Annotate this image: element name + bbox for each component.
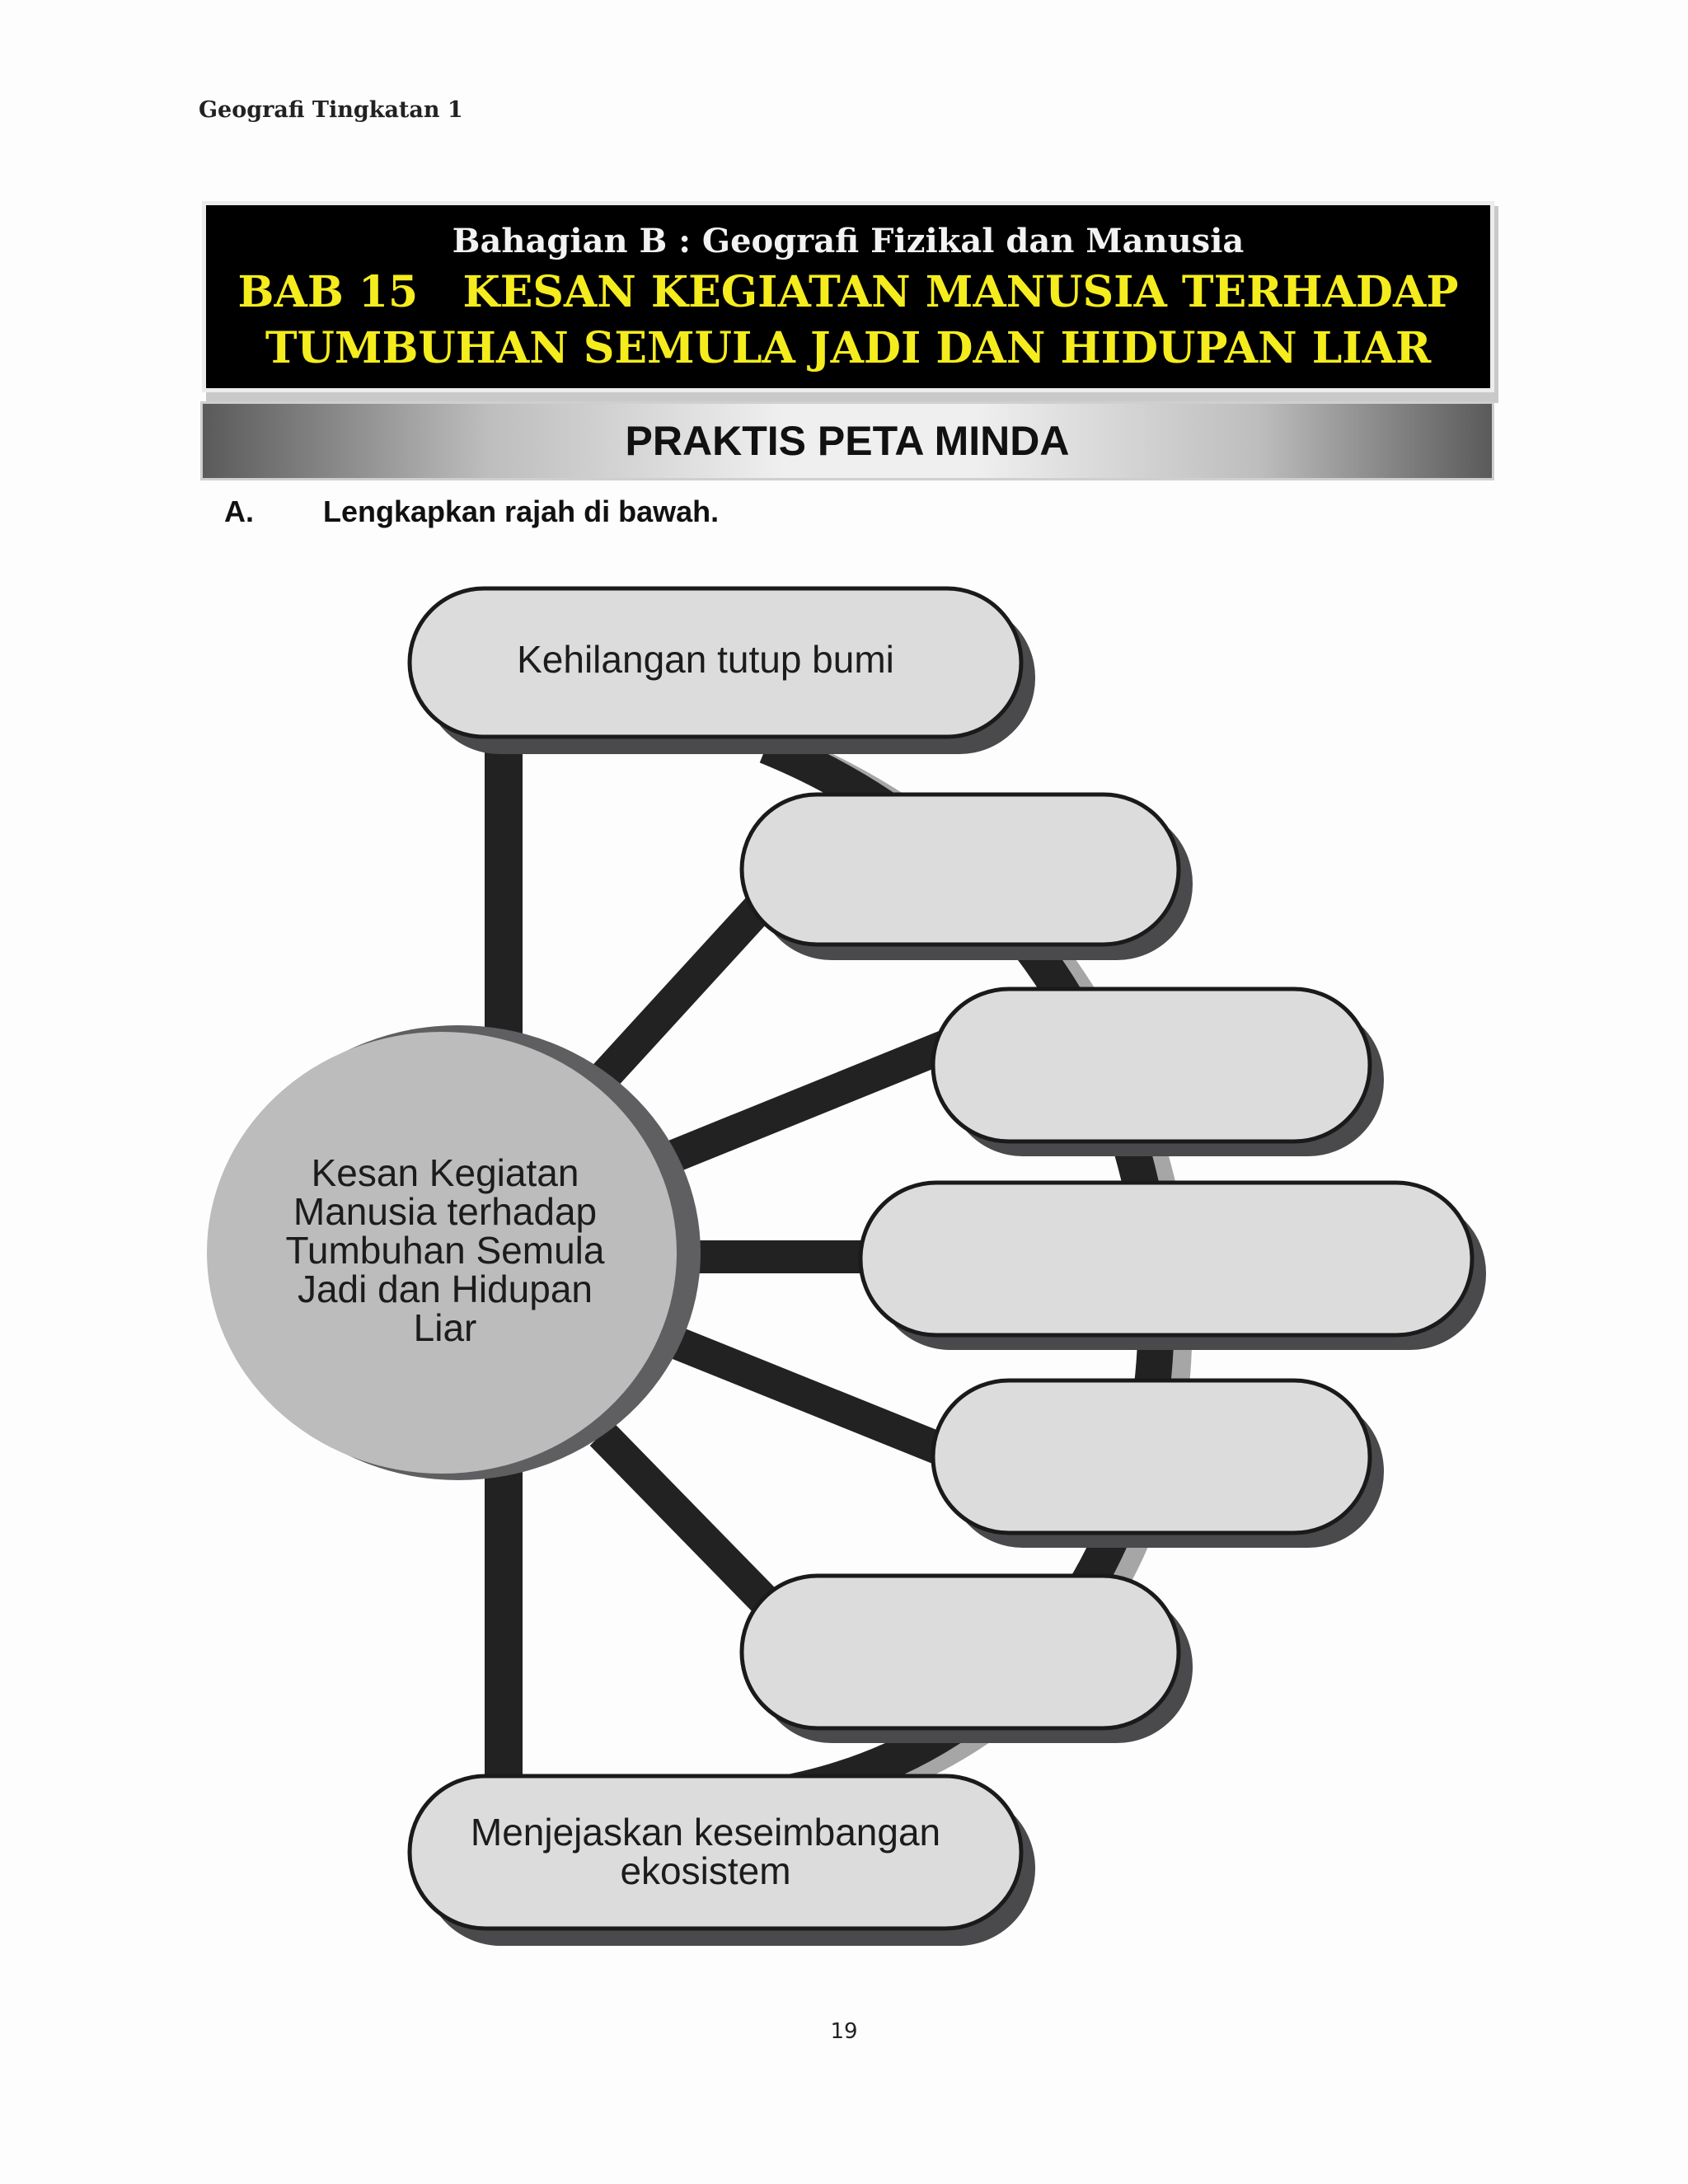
- branch-box-1-text: [410, 640, 1001, 679]
- branch-box-6: [742, 1576, 1179, 1728]
- center-topic: [256, 1151, 635, 1349]
- center-line-3: Tumbuhan Semula: [285, 1229, 605, 1272]
- center-line-4: Jadi dan Hidupan: [297, 1268, 593, 1310]
- spoke-4: [668, 1339, 964, 1459]
- branch-box-3: [933, 989, 1370, 1141]
- page-number: 19: [830, 2019, 858, 2044]
- spoke-1: [602, 886, 779, 1080]
- branch-1-line1: Kehilangan tutup bumi: [517, 638, 894, 681]
- branch-7-line2: ekosistem: [620, 1849, 791, 1892]
- center-line-2: Manusia terhadap: [293, 1190, 598, 1233]
- center-line-1: Kesan Kegiatan: [311, 1151, 579, 1194]
- branch-7-line1: Menjejaskan keseimbangan: [470, 1811, 941, 1854]
- center-line-5: Liar: [413, 1306, 477, 1349]
- spoke-5: [602, 1434, 779, 1615]
- instruction-letter: A.: [224, 494, 254, 528]
- banner-title-line1: BAB 15 KESAN KEGIATAN MANUSIA TERHADAP: [237, 267, 1459, 317]
- banner-subtitle: Bahagian B : Geografi Fizikal dan Manusia: [452, 222, 1245, 260]
- running-header: Geografi Tingkatan 1: [199, 97, 463, 123]
- branch-box-7-text: [410, 1813, 1001, 1891]
- banner-title-line2: TUMBUHAN SEMULA JADI DAN HIDUPAN LIAR: [265, 323, 1432, 373]
- spoke-2: [659, 1038, 964, 1162]
- branch-box-5: [933, 1380, 1370, 1533]
- branch-box-4: [860, 1183, 1472, 1335]
- branch-box-2: [742, 794, 1179, 944]
- section-bar-label: PRAKTIS PETA MINDA: [625, 418, 1070, 464]
- instruction-text: Lengkapkan rajah di bawah.: [323, 494, 720, 528]
